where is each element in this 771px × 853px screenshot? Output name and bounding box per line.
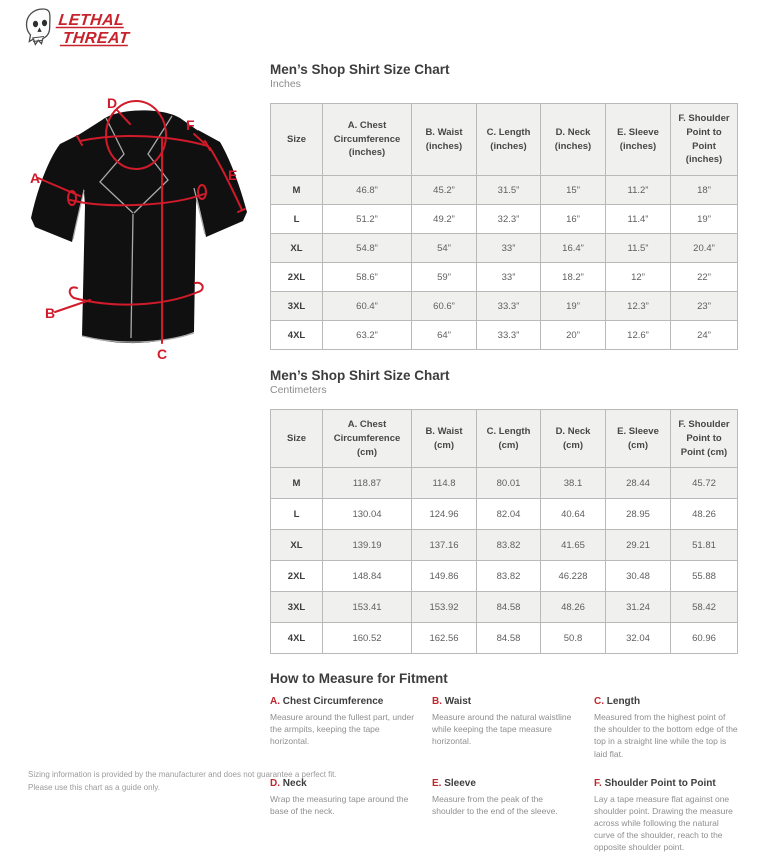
cm-table-subtitle: Centimeters	[270, 384, 327, 397]
size-cell: 3XL	[271, 292, 323, 321]
table-cell: 80.01	[477, 468, 541, 499]
column-header: B. Waist (cm)	[412, 410, 477, 468]
table-cell: 58.42	[671, 592, 738, 623]
column-header: E. Sleeve (inches)	[606, 104, 671, 176]
table-cell: 137.16	[412, 530, 477, 561]
disclaimer-line1: Sizing information is provided by the manufacturer and does not guarantee a perfect fit.	[28, 770, 337, 779]
measure-item-letter: B.	[432, 696, 445, 708]
table-cell: 49.2”	[412, 205, 477, 234]
table-row	[271, 561, 738, 592]
size-cell: 2XL	[271, 561, 323, 592]
table-cell: 32.3”	[477, 205, 541, 234]
table-row	[271, 234, 738, 263]
table-cell: 18”	[671, 176, 738, 205]
table-cell: 60.6”	[412, 292, 477, 321]
table-cell: 24”	[671, 321, 738, 350]
table-cell: 139.19	[323, 530, 412, 561]
table-cell: 23”	[671, 292, 738, 321]
measure-item-title	[594, 778, 739, 790]
disclaimer-line2: Please use this chart as a guide only.	[28, 783, 160, 792]
measure-grid	[270, 696, 742, 853]
label-c: C	[157, 346, 168, 362]
size-cell: 3XL	[271, 592, 323, 623]
column-header: Size	[271, 410, 323, 468]
table-cell: 40.64	[541, 499, 606, 530]
table-cell: 59”	[412, 263, 477, 292]
table-cell: 60.96	[671, 623, 738, 654]
table-cell: 16”	[541, 205, 606, 234]
shirt-measurement-diagram	[22, 86, 260, 362]
column-header: A. Chest Circumference (cm)	[323, 410, 412, 468]
table-cell: 48.26	[541, 592, 606, 623]
table-cell: 58.6”	[323, 263, 412, 292]
table-cell: 84.58	[477, 623, 541, 654]
measure-item-name: Neck	[282, 777, 307, 789]
table-cell: 31.5”	[477, 176, 541, 205]
table-cell: 41.65	[541, 530, 606, 561]
table-row	[271, 263, 738, 292]
table-cell: 38.1	[541, 468, 606, 499]
size-table-inches	[270, 103, 738, 350]
label-f: F	[186, 117, 195, 133]
cm-table-title: Men’s Shop Shirt Size Chart	[270, 368, 450, 384]
table-cell: 118.87	[323, 468, 412, 499]
measure-item	[432, 778, 577, 853]
table-cell: 149.86	[412, 561, 477, 592]
logo-text-line2: THREAT	[61, 29, 131, 47]
table-cell: 82.04	[477, 499, 541, 530]
disclaimer	[28, 768, 337, 794]
measure-item-description: Measure around the fullest part, under the armpits, keeping the tape horizontal.	[270, 712, 415, 747]
inches-table-title: Men’s Shop Shirt Size Chart	[270, 62, 450, 77]
label-a: A	[30, 170, 41, 186]
size-cell: 2XL	[271, 263, 323, 292]
size-cell: 4XL	[271, 321, 323, 350]
skull-icon	[27, 9, 50, 45]
table-cell: 51.81	[671, 530, 738, 561]
table-cell: 55.88	[671, 561, 738, 592]
table-row	[271, 205, 738, 234]
table-row	[271, 623, 738, 654]
size-cell: XL	[271, 530, 323, 561]
measure-item-name: Chest Circumference	[282, 696, 384, 708]
measure-item-name: Length	[606, 696, 641, 708]
measure-item	[594, 778, 739, 853]
measure-item	[594, 696, 739, 759]
column-header: A. Chest Circumference (inches)	[323, 104, 412, 176]
table-row	[271, 176, 738, 205]
table-cell: 153.41	[323, 592, 412, 623]
measure-item-letter: C.	[594, 696, 607, 708]
size-cell: XL	[271, 234, 323, 263]
size-chart-content	[270, 61, 742, 853]
table-cell: 15”	[541, 176, 606, 205]
table-cell: 16.4”	[541, 234, 606, 263]
table-cell: 84.58	[477, 592, 541, 623]
table-cell: 11.4”	[606, 205, 671, 234]
how-to-measure-section	[270, 670, 742, 853]
table-cell: 54”	[412, 234, 477, 263]
label-e: E	[228, 167, 238, 183]
table-cell: 83.82	[477, 530, 541, 561]
measure-item-name: Waist	[444, 696, 472, 708]
table-row	[271, 468, 738, 499]
measure-item-title	[432, 778, 577, 790]
table-cell: 51.2”	[323, 205, 412, 234]
table-cell: 12”	[606, 263, 671, 292]
how-to-measure-title: How to Measure for Fitment	[270, 671, 448, 687]
table-cell: 28.44	[606, 468, 671, 499]
column-header: C. Length (cm)	[477, 410, 541, 468]
table-cell: 33”	[477, 263, 541, 292]
table-cell: 20.4”	[671, 234, 738, 263]
table-cell: 33.3”	[477, 321, 541, 350]
table-cell: 153.92	[412, 592, 477, 623]
table-cell: 12.6”	[606, 321, 671, 350]
table-cell: 46.228	[541, 561, 606, 592]
table-cell: 29.21	[606, 530, 671, 561]
table-cell: 33”	[477, 234, 541, 263]
table-cell: 11.2”	[606, 176, 671, 205]
column-header: Size	[271, 104, 323, 176]
table-cell: 114.8	[412, 468, 477, 499]
logo-text-line1: LETHAL	[57, 11, 126, 29]
column-header: D. Neck (cm)	[541, 410, 606, 468]
table-cell: 19”	[671, 205, 738, 234]
measure-item-description: Lay a tape measure flat against one shoulder point. Drawing the measure across while following the natural curve of the shoulder, reach to the opposite shoulder point.	[594, 793, 733, 852]
table-cell: 124.96	[412, 499, 477, 530]
measure-item-name: Shoulder Point to Point	[604, 777, 716, 789]
table-cell: 162.56	[412, 623, 477, 654]
measure-item	[432, 696, 577, 759]
label-b: B	[45, 305, 56, 321]
measure-item-letter: D.	[270, 777, 283, 789]
logo-wordmark	[54, 11, 133, 47]
table-cell: 160.52	[323, 623, 412, 654]
header-row	[271, 410, 738, 468]
table-row	[271, 292, 738, 321]
table-cell: 64”	[412, 321, 477, 350]
column-header: F. Shoulder Point to Point (inches)	[671, 104, 738, 176]
measure-item	[270, 696, 415, 759]
table-cell: 22”	[671, 263, 738, 292]
column-header: C. Length (inches)	[477, 104, 541, 176]
size-cell: M	[271, 468, 323, 499]
header-row	[271, 104, 738, 176]
size-cell: 4XL	[271, 623, 323, 654]
table-row	[271, 592, 738, 623]
measure-item-description: Wrap the measuring tape around the base of the neck.	[270, 793, 409, 816]
measure-item-description: Measure around the natural waistline while keeping the tape measure horizontal.	[432, 712, 572, 747]
table-row	[271, 321, 738, 350]
measure-item-title	[270, 696, 415, 708]
measure-item-title	[594, 696, 739, 708]
table-cell: 33.3”	[477, 292, 541, 321]
size-cell: L	[271, 205, 323, 234]
size-table-cm-block	[270, 367, 742, 654]
table-cell: 148.84	[323, 561, 412, 592]
table-cell: 46.8”	[323, 176, 412, 205]
table-cell: 30.48	[606, 561, 671, 592]
table-cell: 63.2”	[323, 321, 412, 350]
size-cell: L	[271, 499, 323, 530]
table-cell: 20”	[541, 321, 606, 350]
size-table-inches-block	[270, 61, 742, 350]
lethal-threat-logo	[22, 6, 172, 56]
column-header: D. Neck (inches)	[541, 104, 606, 176]
table-cell: 83.82	[477, 561, 541, 592]
column-header: B. Waist (inches)	[412, 104, 477, 176]
table-cell: 45.72	[671, 468, 738, 499]
measure-item-letter: A.	[270, 696, 283, 708]
table-cell: 12.3”	[606, 292, 671, 321]
table-cell: 18.2”	[541, 263, 606, 292]
measure-item-description: Measured from the highest point of the shoulder to the bottom edge of the top in a straight line while the top is laid flat.	[594, 712, 738, 759]
table-cell: 11.5”	[606, 234, 671, 263]
measure-item-letter: F.	[594, 777, 605, 789]
table-cell: 45.2”	[412, 176, 477, 205]
measure-item-title	[432, 696, 577, 708]
table-cell: 19”	[541, 292, 606, 321]
table-cell: 60.4”	[323, 292, 412, 321]
table-cell: 50.8	[541, 623, 606, 654]
table-cell: 130.04	[323, 499, 412, 530]
table-cell: 32.04	[606, 623, 671, 654]
label-d: D	[107, 95, 118, 111]
size-table-cm	[270, 409, 738, 654]
table-row	[271, 530, 738, 561]
column-header: E. Sleeve (cm)	[606, 410, 671, 468]
table-cell: 54.8”	[323, 234, 412, 263]
table-cell: 48.26	[671, 499, 738, 530]
size-cell: M	[271, 176, 323, 205]
inches-table-subtitle: Inches	[270, 78, 301, 90]
table-cell: 28.95	[606, 499, 671, 530]
measure-item-description: Measure from the peak of the shoulder to the end of the sleeve.	[432, 793, 558, 816]
table-cell: 31.24	[606, 592, 671, 623]
measure-item-name: Sleeve	[444, 777, 476, 789]
measure-item-letter: E.	[432, 777, 445, 789]
table-row	[271, 499, 738, 530]
column-header: F. Shoulder Point to Point (cm)	[671, 410, 738, 468]
